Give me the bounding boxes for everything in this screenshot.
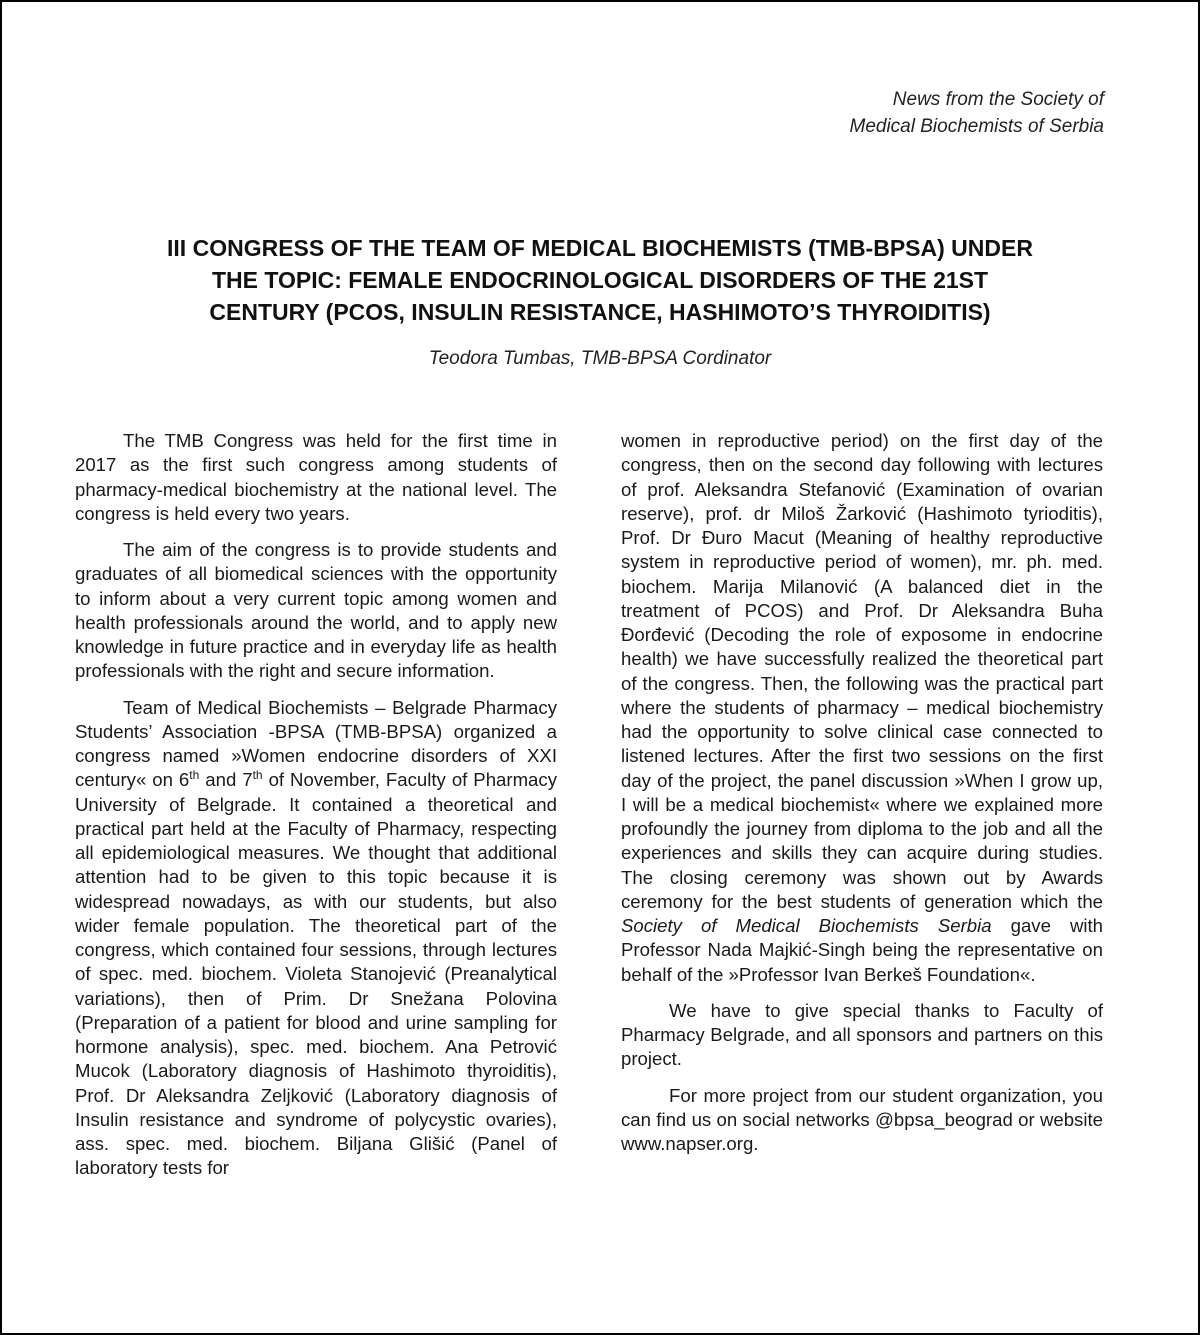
paragraph-text: and 7 bbox=[199, 769, 253, 791]
paragraph-text: Team of Medical Biochemists – Belgrade Pharmacy Students’ Association -BPSA (TMB-BPSA) organized a congress named »Women endocrine disorders of XXI century« on 6 bbox=[75, 696, 557, 791]
article-title bbox=[60, 232, 1140, 328]
left-column bbox=[75, 429, 557, 1193]
paragraph: The aim of the congress is to provide students and graduates of all biomedical sciences with the opportunity to inform about a very current topic among women and health professionals around the world, and to apply new knowledge in future practice and in everyday life as health professionals with the right and secure information. bbox=[75, 539, 557, 682]
paragraph: The TMB Congress was held for the first time in 2017 as the first such congress among students of pharmacy-medical biochemistry at the national level. The congress is held every two years. bbox=[75, 430, 557, 524]
paragraph bbox=[621, 429, 1103, 987]
article-title-line-1: III CONGRESS OF THE TEAM OF MEDICAL BIOCHEMISTS (TMB-BPSA) UNDER bbox=[167, 235, 1033, 261]
article-author: Teodora Tumbas, TMB-BPSA Cordinator bbox=[428, 348, 772, 369]
ordinal-suffix: th bbox=[252, 768, 263, 783]
running-header-line-1: News from the Society of bbox=[892, 89, 1104, 110]
paragraph bbox=[75, 696, 557, 1181]
article-title-line-3: CENTURY (PCOS, INSULIN RESISTANCE, HASHIMOTO’S THYROIDITIS) bbox=[209, 299, 991, 325]
right-column bbox=[621, 429, 1103, 1168]
paragraph: For more project from our student organization, you can find us on social networks @bpsa_beograd or website www.napser.org. bbox=[621, 1084, 1103, 1154]
society-name: Society of Medical Biochemists Serbia bbox=[621, 915, 992, 936]
paragraph-text: gave with Professor Nada Majkić-Singh being the representative on behalf of the »Professor Ivan Berkeš Foundation«. bbox=[621, 915, 1104, 985]
paragraph-text: women in reproductive period) on the first day of the congress, then on the second day following with lectures of prof. Aleksandra Stefanović (Examination of ovarian reserve), prof. dr Miloš Žarković (Hashimoto tyrioditis), Prof. Dr Đuro Macut (Meaning of healthy reproductive system in reproductive period of women), mr. ph. med. biochem. Marija Milanović (A balanced diet in the treatment of PCOS) and Prof. Dr Aleksandra Buha Đorđević (Decoding the role of exposome in endocrine health) we have successfully realized the theoretical part of the congress. Then, the following was the practical part where the students of pharmacy – medical biochemistry had the opportunity to solve clinical case connected to listened lectures. After the first two sessions on the first day of the project, the panel discussion »When I grow up, I will be a medical biochemist« where we explained more profoundly the journey from diploma to the job and all the experiences and skills they can acquire during studies. The closing ceremony was shown out by Awards ceremony for the best students of generation which the bbox=[621, 430, 1103, 912]
paragraph: We have to give special thanks to Faculty of Pharmacy Belgrade, and all sponsors and partners on this project. bbox=[621, 999, 1103, 1070]
running-header-line-2: Medical Biochemists of Serbia bbox=[849, 116, 1104, 137]
paragraph-text: of November, Faculty of Pharmacy University of Belgrade. It contained a theoretical and practical part held at the Faculty of Pharmacy, respecting all epidemiological measures. We thought that additional attention had to be given to this topic because it is widespread nowadays, as with our students, but also wider female population. The theoretical part of the congress, which contained four sessions, through lectures of spec. med. biochem. Violeta Stanojević (Preanalytical variations), then of Prim. Dr Snežana Polovina (Preparation of a patient for blood and urine sampling for hormone analysis), spec. med. biochem. Ana Petrović Mucok (Laboratory diagnosis of Hashimoto thyroiditis), Prof. Dr Aleksandra Zeljković (Laboratory diagnosis of Insulin resistance and syndrome of polycystic ovaries), ass. spec. med. biochem. Biljana Glišić (Panel of laboratory tests for bbox=[75, 769, 557, 1179]
ordinal-suffix: th bbox=[189, 768, 200, 783]
running-header bbox=[850, 86, 1105, 140]
article-title-line-2: THE TOPIC: FEMALE ENDOCRINOLOGICAL DISORDERS OF THE 21ST bbox=[211, 267, 989, 293]
